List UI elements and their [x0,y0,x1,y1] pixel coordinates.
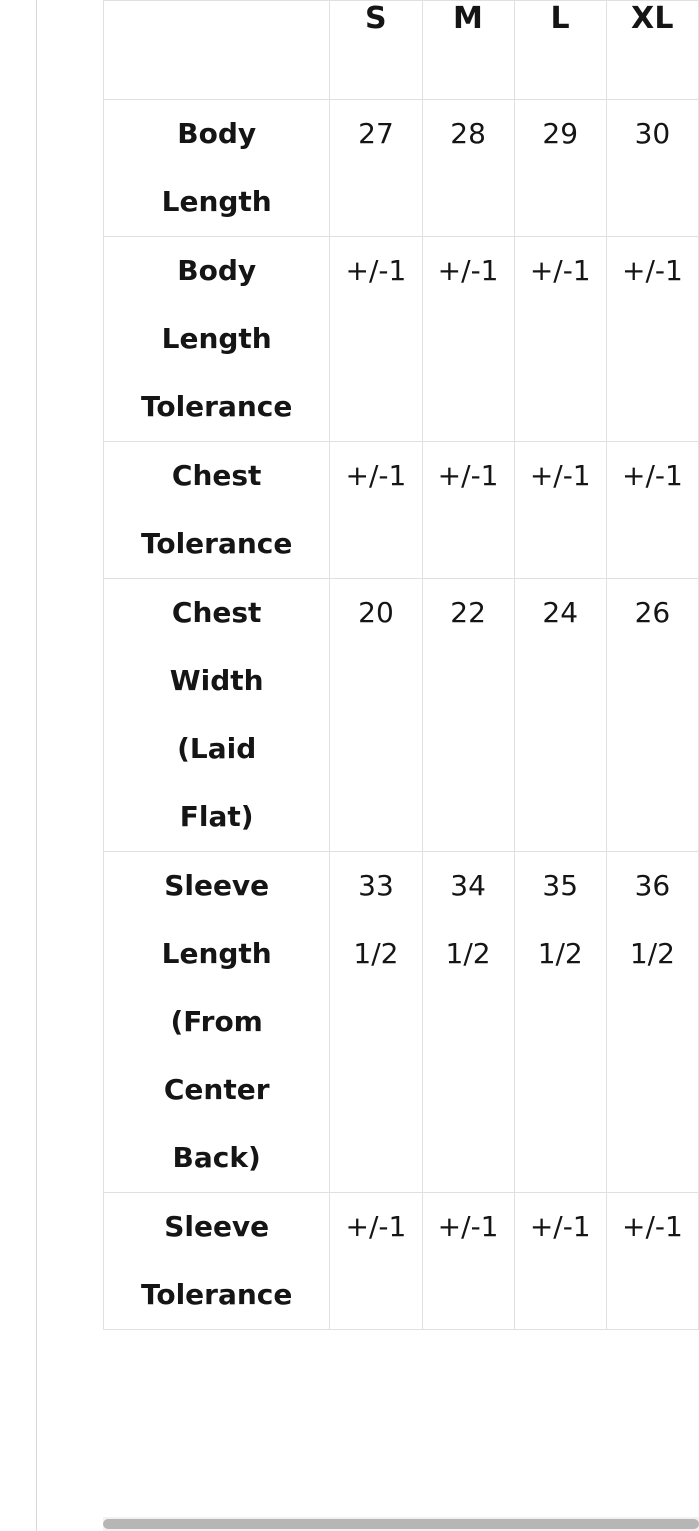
table-row [104,852,699,1193]
cell-line: 36 [634,869,671,902]
cell-chest-width-m [422,579,514,852]
table-body [104,100,699,1330]
cell-body-length-tolerance-s [330,237,422,442]
cell-line: +/-1 [345,254,407,287]
cell-line: 22 [450,596,486,629]
cell-line: 28 [450,117,486,150]
row-label-line: Back) [172,1141,261,1174]
table-row [104,1193,699,1330]
cell-body-length-l [514,100,606,237]
table-row [104,442,699,579]
row-label-chest-tolerance [104,442,330,579]
cell-sleeve-length-s [330,852,422,1193]
table-row [104,100,699,237]
cell-line: +/-1 [621,1210,683,1243]
cell-line: 1/2 [629,937,675,970]
size-chart-container [103,0,699,1531]
row-label-sleeve-tolerance [104,1193,330,1330]
cell-body-length-xl [606,100,698,237]
cell-chest-width-xl [606,579,698,852]
cell-line: 1/2 [445,937,491,970]
row-label-line: Width [169,664,264,697]
row-label-line: Flat) [179,800,254,833]
cell-body-length-m [422,100,514,237]
cell-line: 24 [542,596,579,629]
cell-chest-tolerance-l [514,442,606,579]
cell-line: +/-1 [437,254,499,287]
table-row [104,579,699,852]
row-label-line: Body [177,254,257,287]
table-row [104,237,699,442]
row-label-chest-width-laid-flat [104,579,330,852]
row-label-sleeve-length-from-center-back [104,852,330,1193]
cell-sleeve-tolerance-l [514,1193,606,1330]
row-label-line: Length [161,322,272,355]
cell-line: +/-1 [529,459,591,492]
row-label-line: Tolerance [140,1278,293,1311]
cell-line: 29 [542,117,579,150]
cell-body-length-tolerance-l [514,237,606,442]
row-label-line: Chest [171,459,262,492]
cell-line: 20 [358,596,394,629]
cell-line: 26 [634,596,671,629]
cell-line: +/-1 [529,254,591,287]
cell-sleeve-length-xl [606,852,698,1193]
cell-line: 33 [358,869,394,902]
column-header-s: S [330,1,422,100]
cell-sleeve-tolerance-m [422,1193,514,1330]
page-left-rule [36,0,37,1531]
cell-line: +/-1 [345,459,407,492]
cell-line: 27 [358,117,394,150]
cell-line: +/-1 [437,459,499,492]
row-label-body-length [104,100,330,237]
row-label-line: Chest [171,596,262,629]
row-label-line: Sleeve [164,1210,270,1243]
cell-line: 1/2 [353,937,399,970]
cell-chest-width-s [330,579,422,852]
cell-chest-tolerance-m [422,442,514,579]
cell-line: 35 [542,869,579,902]
column-header-l: L [514,1,606,100]
cell-body-length-tolerance-xl [606,237,698,442]
column-header-m: M [422,1,514,100]
cell-sleeve-tolerance-xl [606,1193,698,1330]
row-label-line: Body [177,117,257,150]
table-header-row [104,1,699,100]
row-label-line: (From [170,1005,263,1038]
cell-line: +/-1 [529,1210,591,1243]
column-header-xl: XL [606,1,698,100]
cell-line: +/-1 [621,254,683,287]
cell-line: +/-1 [621,459,683,492]
table-corner-cell [104,1,330,100]
cell-line: +/-1 [345,1210,407,1243]
row-label-line: Tolerance [140,390,293,423]
table-header [104,1,699,100]
cell-sleeve-length-l [514,852,606,1193]
cell-line: 30 [634,117,671,150]
cell-sleeve-tolerance-s [330,1193,422,1330]
row-label-line: (Laid [177,732,257,765]
cell-chest-tolerance-s [330,442,422,579]
row-label-line: Sleeve [164,869,270,902]
cell-chest-width-l [514,579,606,852]
horizontal-scrollbar-thumb[interactable] [103,1519,699,1529]
row-label-line: Center [163,1073,270,1106]
cell-line: +/-1 [437,1210,499,1243]
horizontal-scrollbar[interactable] [103,1517,699,1531]
cell-sleeve-length-m [422,852,514,1193]
cell-chest-tolerance-xl [606,442,698,579]
cell-line: 34 [450,869,486,902]
cell-line: 1/2 [537,937,583,970]
row-label-line: Length [161,185,272,218]
row-label-line: Tolerance [140,527,293,560]
row-label-body-length-tolerance [104,237,330,442]
cell-body-length-s [330,100,422,237]
cell-body-length-tolerance-m [422,237,514,442]
size-chart-table [103,0,699,1330]
row-label-line: Length [161,937,272,970]
